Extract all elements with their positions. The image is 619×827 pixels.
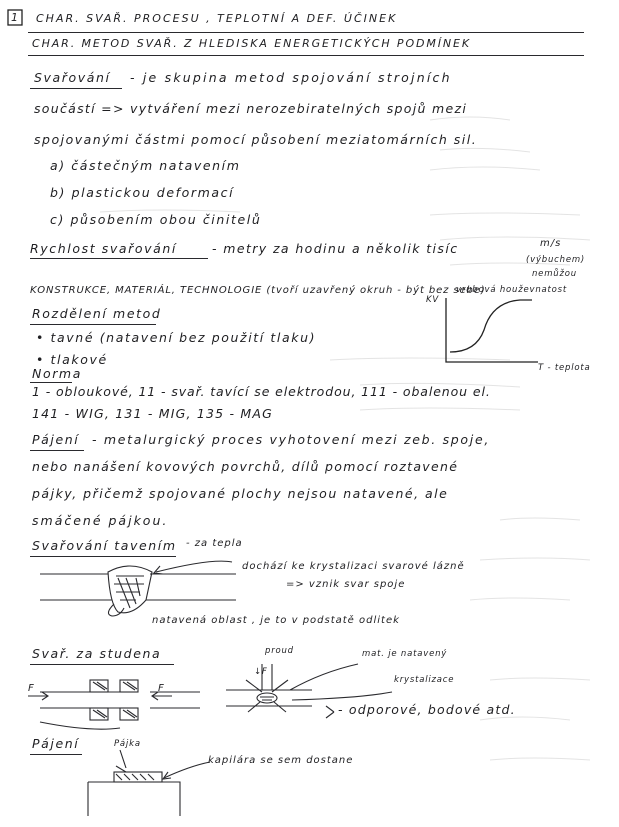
pajeni-line-2: nebo nanášení kovových povrchů, dílů pomocí roztavené: [32, 459, 459, 474]
cold-methods: - odporové, bodové atd.: [338, 702, 516, 717]
header-line-2: CHAR. METOD SVAŘ. Z HLEDISKA ENERGETICKÝCH PODMÍNEK: [32, 37, 472, 50]
term-zastudena: Svař. za studena: [32, 646, 162, 661]
norma-line-1: 1 - obloukové, 11 - svař. tavící se elektrodou, 111 - obalenou el.: [32, 384, 491, 399]
pajeni-line-4: smáčené pájkou.: [32, 513, 169, 528]
svarovani-def-3: spojovanými částmi pomocí působení meziatomárních sil.: [34, 132, 478, 147]
term-svarovani: Svařování: [34, 70, 111, 85]
tavenim-line-2: => vznik svar spoje: [286, 579, 406, 590]
header-number: 1: [11, 11, 20, 24]
tavenim-line-1: dochází ke krystalizaci svarové lázně: [242, 561, 465, 572]
svarovani-item-b: b) plastickou deformací: [50, 185, 235, 200]
force-down-label: ↓F: [254, 667, 268, 677]
rychlost-unit: m/s: [540, 238, 562, 249]
rychlost-unit-note: (výbuchem): [526, 255, 586, 265]
tavenim-za-tepla: - za tepla: [186, 538, 243, 549]
pajka-label: Pájka: [114, 739, 141, 749]
svarovani-def-1: - je skupina metod spojování strojních: [130, 70, 452, 85]
rychlost-text: - metry za hodinu a několik tisíc: [212, 241, 459, 256]
pajeni-line-3: pájky, přičemž spojované plochy nejsou natavené, ale: [32, 486, 449, 501]
force-label-left: F: [28, 683, 35, 694]
pajeni-line-1: - metalurgický proces vyhotovení mezi zeb. spoje,: [92, 432, 491, 447]
konstrukce-text: KONSTRUKCE, MATERIÁL, TECHNOLOGIE (tvoří uzavřený okruh - být bez sebe): [30, 285, 486, 296]
svarovani-item-c: c) působením obou činitelů: [50, 212, 262, 227]
konstrukce-note: nemůžou: [532, 269, 577, 279]
norma-line-2: 141 - WIG, 131 - MIG, 135 - MAG: [32, 406, 273, 421]
tavenim-line-3: natavená oblast , je to v podstatě odlitek: [152, 615, 400, 626]
graph-ylabel: KV: [426, 295, 439, 305]
graph-curve-label: vrubová houževnatost: [456, 285, 568, 295]
term-norma: Norma: [32, 366, 82, 381]
term-tavenim: Svařování tavením: [32, 538, 177, 553]
proud-label: proud: [265, 646, 294, 656]
term-pajeni: Pájení: [32, 432, 80, 447]
pajeni-caption: kapilára se sem dostane: [208, 755, 354, 766]
term-rychlost: Rychlost svařování: [30, 241, 177, 256]
svarovani-def-2: součástí => vytváření mezi nerozebiratelných spojů mezi: [34, 101, 468, 116]
rozdeleni-item-2: • tlakové: [36, 352, 108, 367]
force-label-right: F: [158, 683, 165, 694]
mat-note: mat. je natavený: [362, 649, 448, 659]
term-rozdeleni: Rozdělení metod: [32, 306, 162, 321]
term-pajeni-sketch: Pájení: [32, 736, 80, 751]
svarovani-item-a: a) částečným natavením: [50, 158, 241, 173]
graph-xlabel: T - teplota: [538, 363, 591, 373]
kryst-note: krystalizace: [394, 675, 455, 685]
header-line-1: CHAR. SVAŘ. PROCESU , TEPLOTNÍ A DEF. ÚČINEK: [36, 12, 398, 25]
rozdeleni-item-1: • tavné (natavení bez použití tlaku): [36, 330, 317, 345]
